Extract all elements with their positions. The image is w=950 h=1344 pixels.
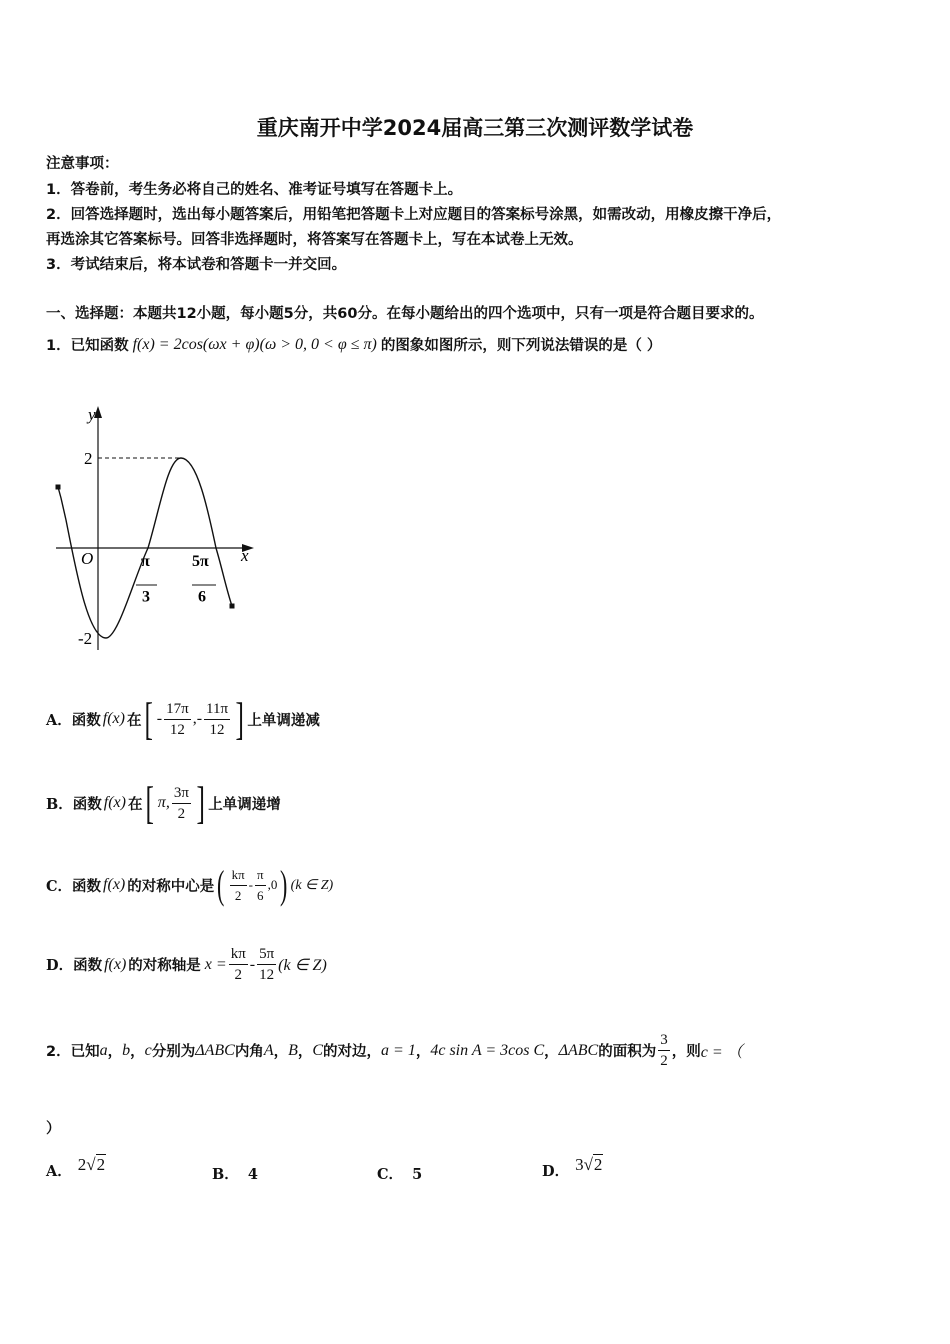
- option-c-neg: -: [248, 877, 253, 892]
- q2-t2: 内角: [234, 1044, 264, 1060]
- option-d-neg: -: [249, 955, 256, 973]
- option-b-frac-num: 3π: [172, 783, 191, 804]
- q2-option-a-rad: 2: [96, 1154, 106, 1174]
- question-1-stem: [46, 334, 661, 355]
- q2-cond1: a = 1: [381, 1041, 416, 1059]
- option-d-label: D．: [46, 957, 74, 974]
- option-d-mid: 的对称轴是: [128, 958, 201, 974]
- option-a-frac1-num: 17π: [164, 699, 191, 720]
- note-item-2-cont: 再选涂其它答案标号。回答非选择题时，将答案写在答题卡上，写在本试卷上无效。: [46, 232, 583, 248]
- q1-option-d: [46, 944, 327, 985]
- q1-option-c: [46, 862, 333, 908]
- tick1-numerator: π: [141, 553, 150, 570]
- origin-label: O: [81, 549, 94, 568]
- option-d-frac1: [229, 944, 248, 985]
- q2-option-a: [46, 1154, 106, 1181]
- option-c-left-paren: (: [217, 862, 225, 907]
- option-d-pre: 函数: [73, 958, 103, 974]
- option-b-a: π,: [157, 794, 170, 811]
- q2-option-a-coef: 2: [77, 1154, 87, 1174]
- q2-area-den: 2: [660, 1053, 668, 1069]
- notes-heading: 注意事项：: [46, 156, 119, 172]
- note-item-3: 3．考试结束后，将本试卷和答题卡一并交回。: [46, 257, 347, 273]
- option-c-k: (k ∈ Z): [290, 877, 334, 893]
- y-min-label: -2: [78, 629, 93, 648]
- q2-cond2: 4c sin A = 3cos C: [430, 1041, 545, 1059]
- q2-num: 2．已知: [46, 1044, 100, 1060]
- q2-t1: 分别为: [151, 1044, 196, 1060]
- option-b-left-bracket: [: [145, 777, 155, 828]
- q2-option-d-value: 3√2: [575, 1154, 603, 1174]
- function-graph: [48, 400, 258, 660]
- q2-option-b-label: B．: [212, 1166, 239, 1183]
- q2-C: C: [312, 1041, 324, 1059]
- option-c-frac1: [230, 865, 247, 906]
- option-c-fx: f(x): [103, 876, 126, 893]
- section-heading: 一、选择题：本题共12小题，每小题5分，共60分。在每小题给出的四个选项中，只有一项是符合题目要求的。: [46, 306, 764, 322]
- option-b-mid: 在: [127, 796, 143, 813]
- option-a-frac1: [164, 699, 191, 740]
- tick1-denominator: 3: [142, 588, 150, 606]
- option-d-lhs: x =: [204, 955, 227, 973]
- option-c-label: C．: [46, 877, 73, 895]
- q2-ask: c = （: [700, 1044, 743, 1061]
- option-c-frac1-den: 2: [234, 887, 242, 903]
- q2-option-a-label: A．: [46, 1163, 72, 1180]
- q2-b: b: [122, 1041, 131, 1059]
- option-d-frac2: [257, 944, 276, 985]
- option-a-right-bracket: ]: [235, 693, 244, 744]
- page-title: 重庆南开中学2024届高三第三次测评数学试卷: [256, 116, 694, 140]
- y-max-label: 2: [84, 449, 93, 468]
- option-b-frac-den: 2: [177, 805, 186, 822]
- q1-formula: f(x) = 2cos(ωx + φ)(ω > 0, 0 < φ ≤ π): [132, 335, 377, 353]
- option-c-frac2: [255, 865, 266, 906]
- tick2-denominator: 6: [198, 588, 206, 606]
- option-b-post: 上单调递增: [208, 796, 281, 813]
- option-d-frac2-num: 5π: [257, 944, 276, 965]
- option-d-frac1-den: 2: [234, 967, 242, 983]
- q2-tri-2: ΔABC: [558, 1041, 599, 1059]
- option-a-neg1: -: [156, 710, 163, 727]
- option-a-label: A．: [46, 711, 72, 729]
- option-b-right-bracket: ]: [196, 777, 205, 828]
- q2-option-b-value: 4: [247, 1166, 258, 1183]
- q2-option-d: [542, 1154, 603, 1181]
- q2-A: A: [263, 1041, 274, 1059]
- q2-option-c-label: C．: [377, 1166, 404, 1183]
- y-axis-label: y: [88, 405, 96, 424]
- option-c-mid: 的对称中心是: [127, 878, 215, 895]
- q1-prefix: 1．已知函数: [46, 338, 129, 354]
- curve-right-endpoint: [230, 604, 235, 609]
- q2-B: B: [288, 1041, 298, 1059]
- option-a-mid: 在: [126, 712, 142, 729]
- note-item-1: 1．答卷前，考生务必将自己的姓名、准考证号填写在答题卡上。: [46, 182, 463, 198]
- q2-option-c: [377, 1163, 422, 1184]
- option-a-frac2-den: 12: [209, 721, 225, 738]
- option-c-tail: ,0: [267, 877, 278, 892]
- note-item-2: 2．回答选择题时，选出每小题答案后，用铅笔把答题卡上对应题目的答案标号涂黑，如需改动，用橡皮擦干净后，: [46, 207, 782, 223]
- option-b-fx: f(x): [103, 794, 126, 811]
- option-c-frac2-num: π: [255, 865, 266, 886]
- option-a-sep: ,: [192, 710, 197, 727]
- q2-area-frac: [658, 1030, 670, 1071]
- option-b-pre: 函数: [72, 796, 102, 813]
- option-d-frac2-den: 12: [259, 967, 275, 983]
- q1-option-b: [46, 777, 281, 828]
- q2-option-a-value: 2√2: [77, 1154, 106, 1174]
- option-c-right-paren: ): [280, 862, 288, 907]
- q1-option-a: [46, 693, 320, 744]
- option-a-neg2: -: [196, 710, 203, 727]
- q2-a: a: [99, 1041, 108, 1059]
- q2-option-c-value: 5: [412, 1166, 423, 1183]
- q2-t5: ，则: [671, 1044, 701, 1060]
- q2-close-paren: ）: [46, 1121, 61, 1137]
- q2-t4: 的面积为: [598, 1044, 657, 1060]
- option-a-fx: f(x): [102, 710, 125, 727]
- option-a-frac2: [204, 699, 230, 740]
- option-c-frac1-num: kπ: [230, 865, 247, 886]
- q2-option-d-coef: 3: [575, 1154, 584, 1174]
- q1-suffix: 的图象如图所示，则下列说法错误的是（ ）: [380, 338, 662, 354]
- option-a-frac1-den: 12: [169, 721, 185, 738]
- option-d-k: (k ∈ Z): [278, 956, 327, 974]
- question-2-stem: 2．已知 a ， b ， c 分别为 ΔABC 内角 A ， B ， C 的对边， a = 1 ， 4c sin A = 3cos C ， ΔABC 的面积为 $\frac{3}{2}$ ，则 c = （: [46, 1032, 743, 1069]
- q2-option-d-label: D．: [542, 1163, 570, 1180]
- option-a-left-bracket: [: [144, 693, 154, 744]
- option-c-frac2-den: 6: [257, 887, 264, 903]
- tick2-numerator: 5π: [192, 553, 209, 570]
- q2-option-b: [212, 1163, 258, 1184]
- option-a-post: 上单调递减: [247, 712, 320, 729]
- option-d-frac1-num: kπ: [229, 944, 248, 965]
- option-c-pre: 函数: [72, 878, 102, 895]
- option-a-pre: 函数: [71, 712, 101, 729]
- q2-c: c: [144, 1041, 152, 1059]
- option-b-label: B．: [46, 795, 73, 813]
- x-axis-label: x: [241, 546, 249, 565]
- q2-tri-1: ΔABC: [195, 1041, 235, 1059]
- q2-option-d-rad: 2: [593, 1154, 603, 1174]
- option-b-frac: [172, 783, 191, 824]
- q2-t3: 的对边，: [323, 1044, 382, 1060]
- option-a-frac2-num: 11π: [204, 699, 230, 720]
- curve-left-endpoint: [56, 485, 61, 490]
- q2-area-num: 3: [658, 1030, 670, 1051]
- option-d-fx: f(x): [104, 955, 127, 973]
